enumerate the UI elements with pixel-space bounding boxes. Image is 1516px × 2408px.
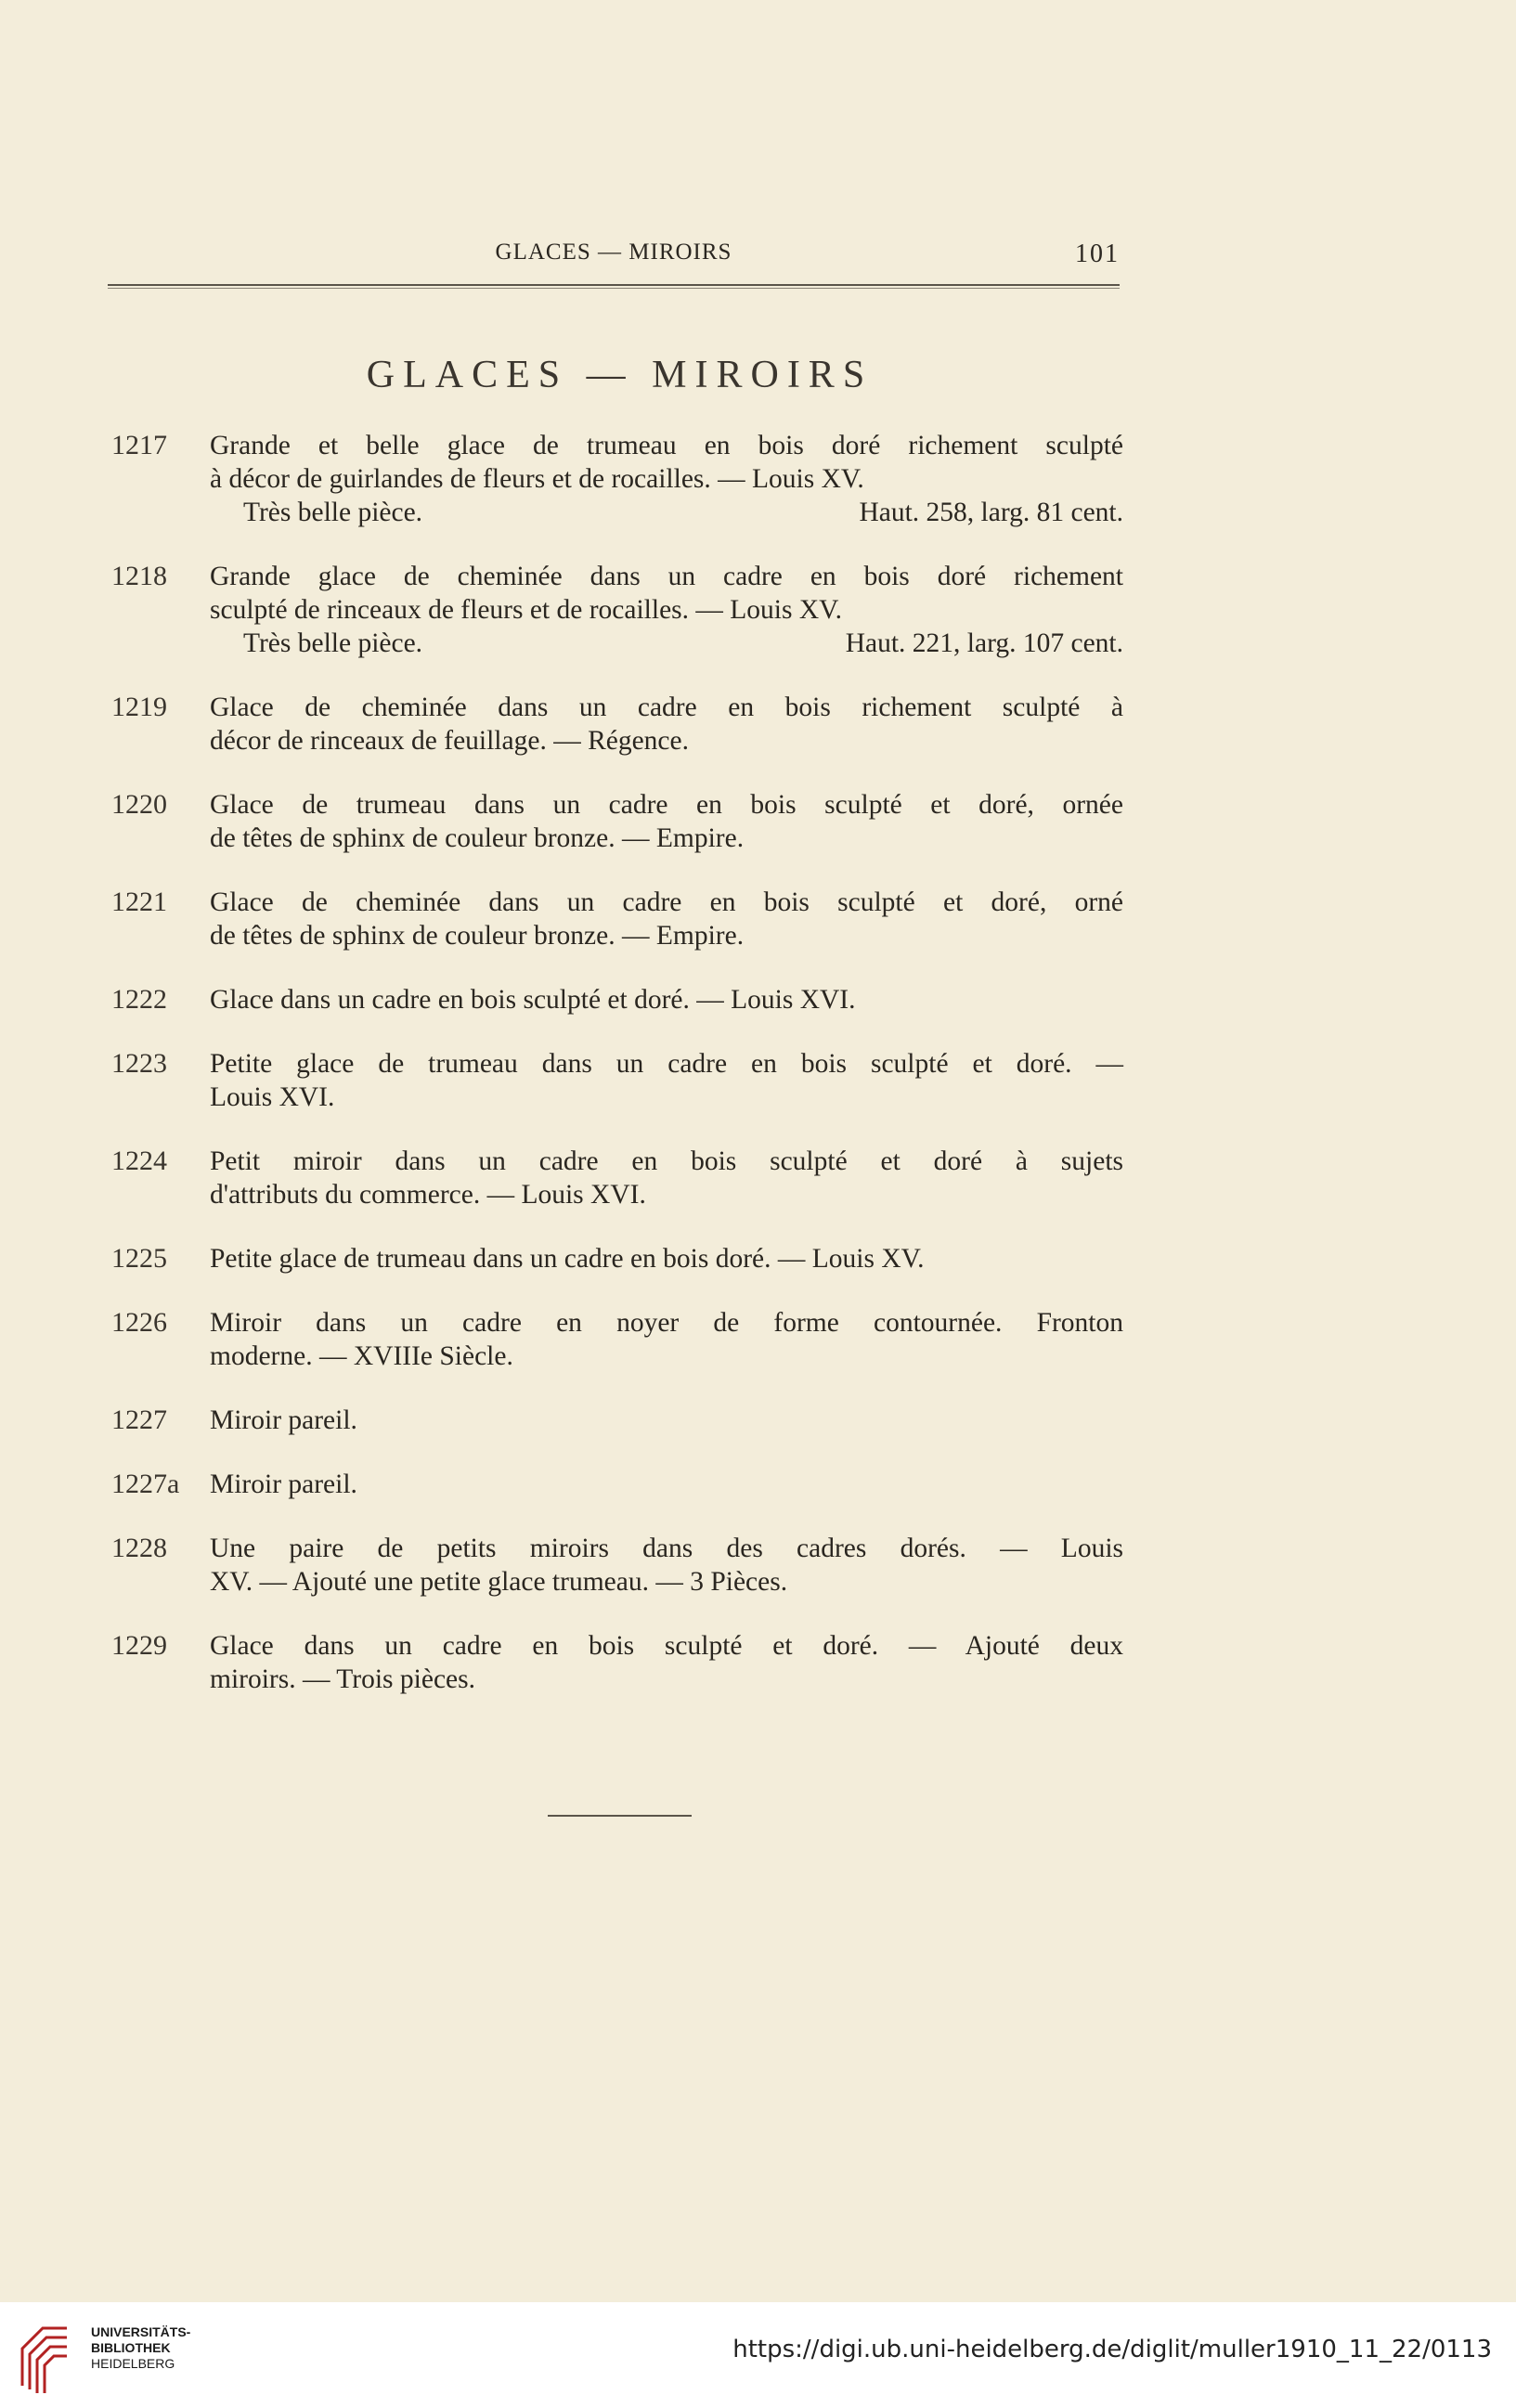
entry-number: 1227a: [111, 1469, 180, 1499]
entry-number: 1225: [111, 1243, 167, 1274]
description-line: sculpté de rinceaux de fleurs et de rocailles. — Louis XV.: [210, 595, 843, 625]
entry-description: [210, 1145, 1123, 1211]
header-rule: [108, 284, 1120, 286]
description-line: Miroir pareil.: [210, 1405, 357, 1435]
end-rule: [548, 1815, 692, 1817]
running-head: [108, 240, 1120, 277]
description-line: Glace de trumeau dans un cadre en bois sculpté et doré, ornée: [210, 790, 1123, 820]
entry-dimensions: Haut. 258, larg. 81 cent.: [859, 498, 1123, 527]
entry-number: 1228: [111, 1533, 167, 1563]
extra-line: [210, 496, 1123, 529]
entry-note: Très belle pièce.: [243, 498, 423, 527]
description-line: Glace dans un cadre en bois sculpté et doré. — Ajouté deux: [210, 1631, 1123, 1661]
permalink-url[interactable]: https://digi.ub.uni-heidelberg.de/diglit/muller1910_11_22/0113: [732, 2336, 1492, 2363]
entry-number: 1222: [111, 984, 167, 1015]
entry-description: [210, 1306, 1123, 1373]
catalogue-entry: [111, 1242, 1123, 1275]
description-line: Une paire de petits miroirs dans des cadres dorés. — Louis: [210, 1534, 1123, 1563]
catalogue-entry: [111, 1629, 1123, 1696]
catalogue-entry: [111, 1145, 1123, 1211]
header-rule-thin: [108, 288, 1120, 289]
description-line: à décor de guirlandes de fleurs et de rocailles. — Louis XV.: [210, 464, 864, 494]
catalogue-entry: [111, 983, 1123, 1016]
library-name: [91, 2324, 190, 2372]
entry-description: [210, 1468, 1123, 1501]
entry-description: [210, 886, 1123, 952]
entry-number: 1219: [111, 692, 167, 722]
page-number: 101: [1075, 240, 1120, 268]
entry-number: 1227: [111, 1405, 167, 1435]
library-line-2: BIBLIOTHEK: [91, 2340, 171, 2355]
description-line: Grande glace de cheminée dans un cadre en bois doré richement: [210, 562, 1123, 591]
extra-line: [210, 627, 1123, 660]
description-line: Grande et belle glace de trumeau en bois doré richement sculpté: [210, 431, 1123, 460]
section-title: GLACES — MIROIRS: [366, 354, 874, 396]
catalogue-entry: [111, 886, 1123, 952]
entry-number: 1223: [111, 1048, 167, 1079]
catalogue-entry: [111, 1532, 1123, 1599]
description-line: Petite glace de trumeau dans un cadre en bois doré. — Louis XV.: [210, 1244, 925, 1274]
description-line: de têtes de sphinx de couleur bronze. — Empire.: [210, 921, 745, 951]
entry-number: 1220: [111, 789, 167, 820]
library-line-3: HEIDELBERG: [91, 2356, 175, 2371]
entry-dimensions: Haut. 221, larg. 107 cent.: [845, 628, 1123, 658]
description-line: Petit miroir dans un cadre en bois sculpté et doré à sujets: [210, 1146, 1123, 1176]
entry-description: [210, 560, 1123, 660]
description-line: Glace de cheminée dans un cadre en bois richement sculpté à: [210, 693, 1123, 722]
entry-description: [210, 1532, 1123, 1599]
description-line: Miroir pareil.: [210, 1469, 357, 1499]
catalogue-entry: [111, 691, 1123, 757]
catalogue-entry: [111, 1468, 1123, 1501]
description-line: moderne. — XVIIIe Siècle.: [210, 1341, 513, 1371]
entry-description: [210, 983, 1123, 1016]
description-line: Miroir dans un cadre en noyer de forme contournée. Fronton: [210, 1308, 1123, 1338]
entry-description: [210, 1629, 1123, 1696]
entry-number: 1226: [111, 1307, 167, 1338]
description-line: Petite glace de trumeau dans un cadre en bois sculpté et doré. —: [210, 1049, 1123, 1079]
description-line: Louis XVI.: [210, 1082, 335, 1112]
description-line: d'attributs du commerce. — Louis XVI.: [210, 1180, 646, 1210]
description-line: de têtes de sphinx de couleur bronze. — Empire.: [210, 823, 745, 853]
entry-description: [210, 788, 1123, 855]
entry-description: [210, 1047, 1123, 1114]
entry-note: Très belle pièce.: [243, 628, 423, 658]
entry-number: 1218: [111, 561, 167, 591]
catalogue-entry: [111, 1404, 1123, 1437]
running-title: GLACES — MIROIRS: [495, 240, 732, 265]
entry-number: 1224: [111, 1146, 167, 1176]
description-line: décor de rinceaux de feuillage. — Régence.: [210, 726, 689, 756]
description-line: miroirs. — Trois pièces.: [210, 1664, 475, 1694]
entry-description: [210, 429, 1123, 529]
catalogue-entry: [111, 1306, 1123, 1373]
description-line: Glace dans un cadre en bois sculpté et doré. — Louis XVI.: [210, 985, 856, 1015]
entry-description: [210, 1404, 1123, 1437]
entry-description: [210, 691, 1123, 757]
library-line-1: UNIVERSITÄTS-: [91, 2324, 191, 2339]
library-logo-icon: [15, 2321, 76, 2395]
entry-number: 1229: [111, 1630, 167, 1661]
entry-number: 1217: [111, 430, 167, 460]
entry-number: 1221: [111, 887, 167, 917]
catalogue-entry: [111, 560, 1123, 660]
catalogue-entry: [111, 788, 1123, 855]
viewer-footer: [0, 2302, 1516, 2408]
description-line: Glace de cheminée dans un cadre en bois sculpté et doré, orné: [210, 887, 1123, 917]
catalogue-entries: [111, 429, 1123, 1727]
entry-description: [210, 1242, 1123, 1275]
catalogue-entry: [111, 1047, 1123, 1114]
catalogue-entry: [111, 429, 1123, 529]
description-line: XV. — Ajouté une petite glace trumeau. — 3 Pièces.: [210, 1567, 788, 1597]
